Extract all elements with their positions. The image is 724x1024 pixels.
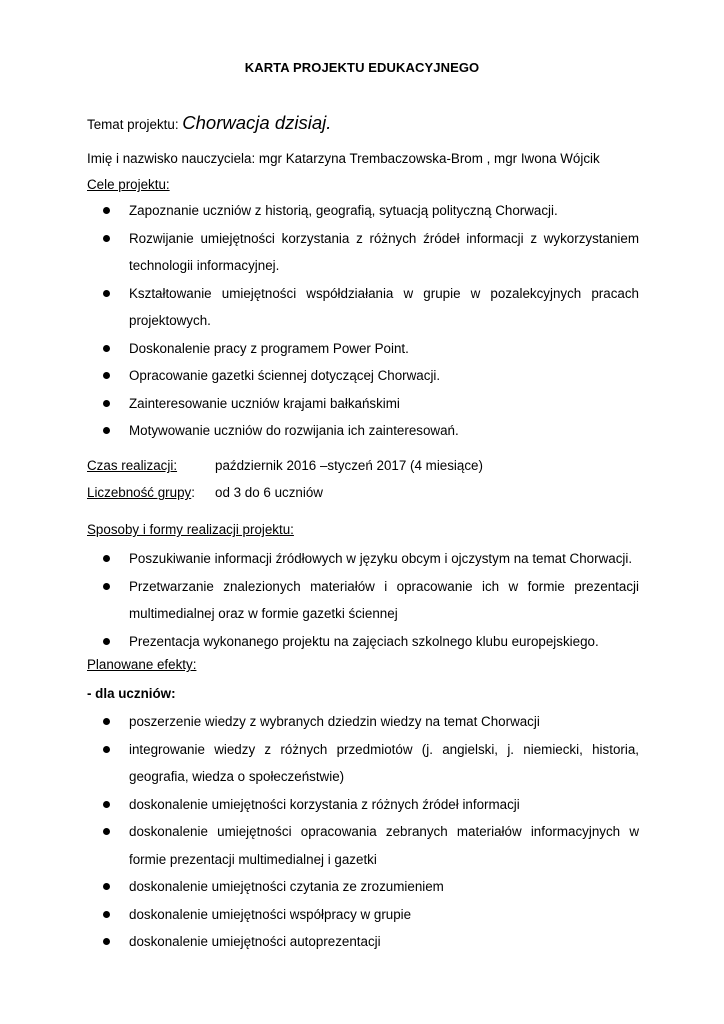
topic-line bbox=[87, 112, 331, 134]
bullet-icon bbox=[103, 345, 110, 352]
time-line bbox=[87, 458, 483, 473]
bullet-icon bbox=[103, 555, 110, 562]
list-item: doskonalenie umiejętności autoprezentacji bbox=[0, 928, 639, 956]
group-label: Liczebność grupy bbox=[87, 485, 192, 500]
bullet-icon bbox=[103, 400, 110, 407]
bullet-icon bbox=[103, 638, 110, 645]
bullet-icon bbox=[103, 290, 110, 297]
bullet-icon bbox=[103, 427, 110, 434]
list-item: Poszukiwanie informacji źródłowych w języku obcym i ojczystym na temat Chorwacji. bbox=[0, 545, 639, 573]
effects-list bbox=[0, 708, 724, 956]
bullet-icon bbox=[103, 746, 110, 753]
bullet-icon bbox=[103, 883, 110, 890]
bullet-icon bbox=[103, 583, 110, 590]
bullet-icon bbox=[103, 372, 110, 379]
group-colon: : bbox=[191, 485, 195, 500]
list-item: Zapoznanie uczniów z historią, geografią, sytuacją polityczną Chorwacji. bbox=[0, 197, 639, 225]
bullet-icon bbox=[103, 911, 110, 918]
topic-value: Chorwacja dzisiaj. bbox=[182, 112, 332, 133]
time-value: październik 2016 –styczeń 2017 (4 miesiące) bbox=[215, 458, 483, 473]
list-item: Rozwijanie umiejętności korzystania z różnych źródeł informacji z wykorzystaniem technologii informacyjnej. bbox=[0, 225, 639, 280]
teachers-line: Imię i nazwisko nauczyciela: mgr Katarzyna Trembaczowska-Brom , mgr Iwona Wójcik bbox=[87, 151, 600, 166]
list-item: doskonalenie umiejętności czytania ze zrozumieniem bbox=[0, 873, 639, 901]
list-item: Prezentacja wykonanego projektu na zajęciach szkolnego klubu europejskiego. bbox=[0, 628, 639, 656]
effects-subheading: - dla uczniów: bbox=[87, 686, 176, 701]
time-label: Czas realizacji: bbox=[87, 458, 178, 473]
list-item: poszerzenie wiedzy z wybranych dziedzin wiedzy na temat Chorwacji bbox=[0, 708, 639, 736]
document-title: KARTA PROJEKTU EDUKACYJNEGO bbox=[244, 60, 480, 75]
methods-list bbox=[0, 545, 724, 655]
goals-heading: Cele projektu: bbox=[87, 177, 170, 192]
list-item: doskonalenie umiejętności współpracy w grupie bbox=[0, 901, 639, 929]
list-item: Doskonalenie pracy z programem Power Point. bbox=[0, 335, 639, 363]
group-line bbox=[87, 485, 323, 500]
bullet-icon bbox=[103, 801, 110, 808]
bullet-icon bbox=[103, 235, 110, 242]
list-item: Przetwarzanie znalezionych materiałów i opracowanie ich w formie prezentacji multimedialnej oraz w formie gazetki ściennej bbox=[0, 573, 639, 628]
topic-label: Temat projektu: bbox=[87, 117, 179, 132]
list-item: Motywowanie uczniów do rozwijania ich zainteresowań. bbox=[0, 417, 639, 445]
group-value: od 3 do 6 uczniów bbox=[215, 485, 323, 500]
bullet-icon bbox=[103, 828, 110, 835]
methods-heading: Sposoby i formy realizacji projektu: bbox=[87, 522, 294, 537]
list-item: doskonalenie umiejętności korzystania z różnych źródeł informacji bbox=[0, 791, 639, 819]
list-item: Opracowanie gazetki ściennej dotyczącej Chorwacji. bbox=[0, 362, 639, 390]
bullet-icon bbox=[103, 207, 110, 214]
list-item: Kształtowanie umiejętności współdziałania w grupie w pozalekcyjnych pracach projektowych. bbox=[0, 280, 639, 335]
list-item: integrowanie wiedzy z różnych przedmiotów (j. angielski, j. niemiecki, historia, geografia, wiedza o społeczeństwie) bbox=[0, 736, 639, 791]
bullet-icon bbox=[103, 718, 110, 725]
list-item: Zainteresowanie uczniów krajami bałkańskimi bbox=[0, 390, 639, 418]
bullet-icon bbox=[103, 938, 110, 945]
goals-list bbox=[0, 197, 724, 445]
effects-heading: Planowane efekty: bbox=[87, 657, 197, 672]
list-item: doskonalenie umiejętności opracowania zebranych materiałów informacyjnych w formie prezentacji multimedialnej i gazetki bbox=[0, 818, 639, 873]
